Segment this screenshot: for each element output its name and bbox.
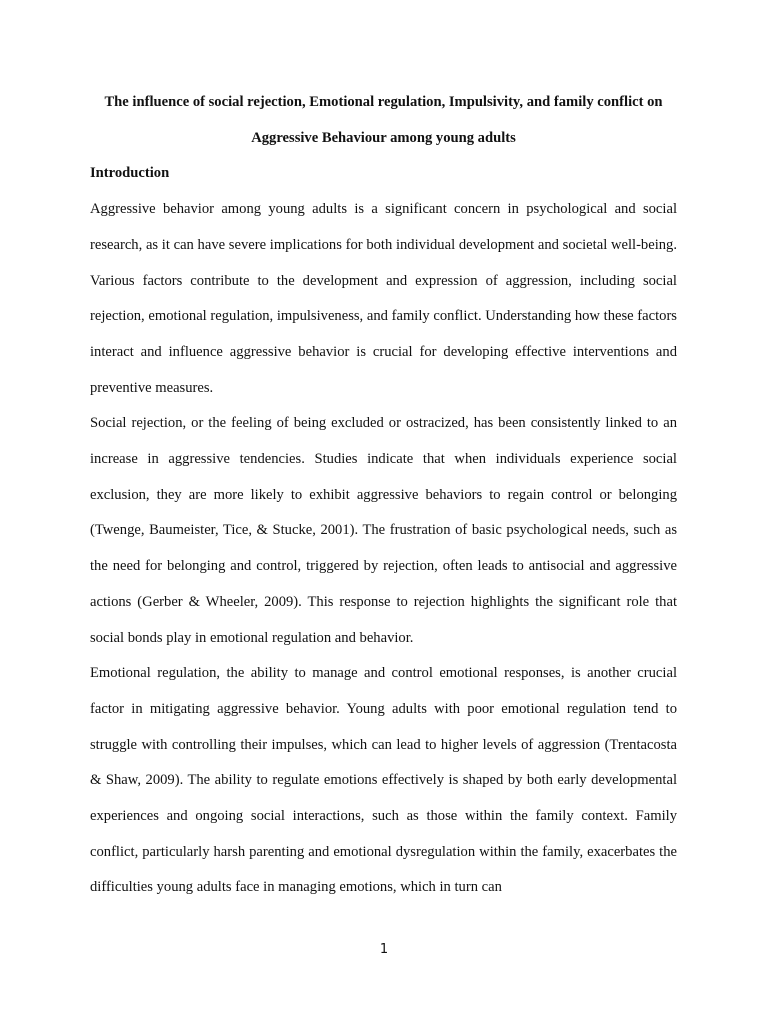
document-title-line-2: Aggressive Behaviour among young adults: [251, 129, 516, 146]
document-title-line-1: The influence of social rejection, Emotional regulation, Impulsivity, and family conflict on: [104, 94, 663, 110]
document-body: [90, 85, 677, 906]
paragraph-2: Social rejection, or the feeling of being excluded or ostracized, has been consistently linked to an increase in aggressive tendencies. Studies indicate that when individuals experience social exclusion, they are more likely to exhibit aggressive behaviors to regain control or belonging (Twenge, Baumeister, Tice, & Stucke, 2001). The frustration of basic psychological needs, such as the need for belonging and control, triggered by rejection, often leads to antisocial and aggressive actions (Gerber & Wheeler, 2009). This response to rejection highlights the significant role that social bonds play in emotional regulation and behavior.: [90, 415, 677, 646]
paragraph-3: Emotional regulation, the ability to manage and control emotional responses, is another crucial factor in mitigating aggressive behavior. Young adults with poor emotional regulation tend to struggle with controlling their impulses, which can lead to higher levels of aggression (Trentacosta & Shaw, 2009). The ability to regulate emotions effectively is shaped by both early developmental experiences and ongoing social interactions, such as those within the family context. Family conflict, particularly harsh parenting and emotional dysregulation within the family, exacerbates the difficulties young adults face in managing emotions, which in turn can: [90, 665, 677, 896]
page-number: 1: [379, 942, 389, 957]
section-heading-introduction: Introduction: [90, 165, 170, 182]
paragraph-1: Aggressive behavior among young adults is a significant concern in psychological and social research, as it can have severe implications for both individual development and societal well-being. Various factors contribute to the development and expression of aggression, including social rejection, emotional regulation, impulsiveness, and family conflict. Understanding how these factors interact and influence aggressive behavior is crucial for developing effective interventions and preventive measures.: [90, 201, 677, 396]
